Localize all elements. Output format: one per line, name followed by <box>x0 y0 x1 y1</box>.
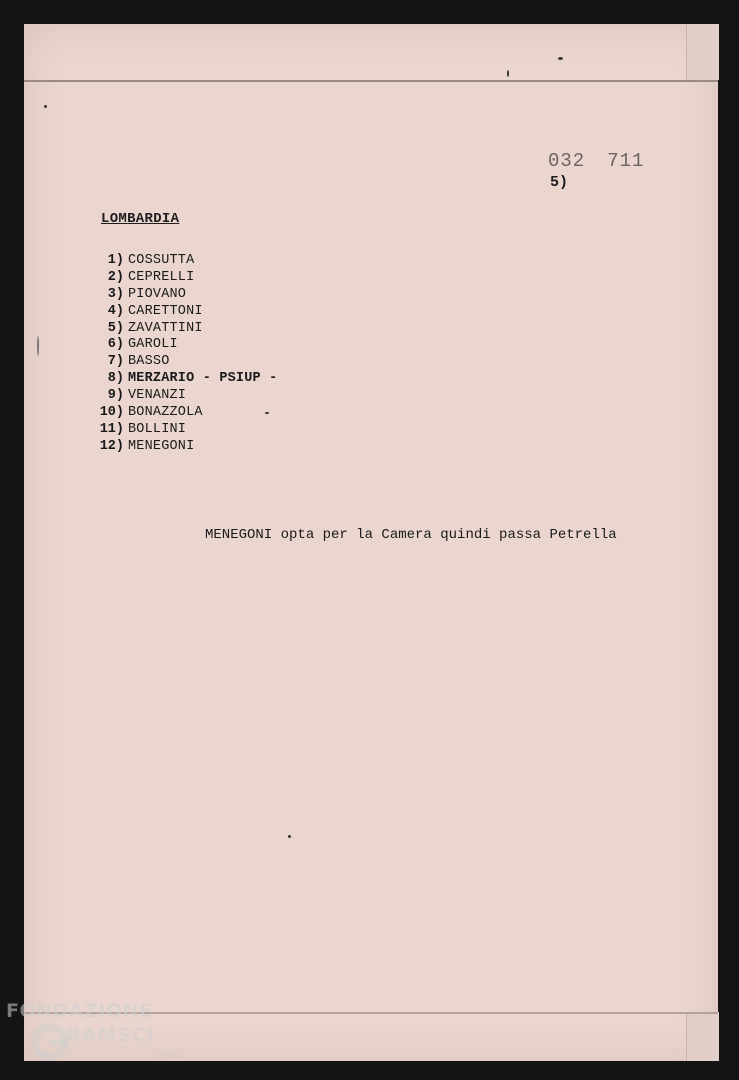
list-item <box>92 422 277 439</box>
item-number: 11) <box>99 421 124 437</box>
candidate-name: CARETTONI <box>128 303 203 319</box>
list-item <box>92 337 277 354</box>
archive-number-part: 711 <box>607 150 645 172</box>
list-item <box>92 304 277 321</box>
page-reference: 5) <box>550 174 569 191</box>
sheet-edge-top <box>686 24 719 80</box>
candidate-name: GAROLI <box>128 337 178 353</box>
candidate-name: PIOVANO <box>128 286 187 302</box>
item-number: 7) <box>107 354 124 370</box>
ink-speck <box>288 835 291 838</box>
list-item <box>92 354 277 371</box>
archive-number-part: 032 <box>548 150 586 172</box>
list-item <box>92 270 277 287</box>
watermark-line1: FONDAZIONE <box>6 1000 153 1022</box>
candidate-name: VENANZI <box>128 388 187 404</box>
item-number: 3) <box>107 286 124 302</box>
candidate-name: MERZARIO - PSIUP - <box>128 371 278 387</box>
list-item <box>92 253 277 270</box>
list-item <box>92 371 277 388</box>
item-number: 6) <box>107 337 124 353</box>
list-item <box>92 388 277 405</box>
candidate-name: CEPRELLI <box>128 269 195 285</box>
ink-speck <box>558 57 563 60</box>
candidate-name: ZAVATTINI <box>128 320 203 336</box>
item-number: 5) <box>107 320 124 336</box>
list-item <box>92 405 277 422</box>
item-number: 1) <box>107 253 124 268</box>
list-item <box>92 287 277 304</box>
list-item <box>92 439 277 456</box>
item-number: 8) <box>107 371 124 387</box>
fold-line-top <box>24 80 718 82</box>
candidate-name: COSSUTTA <box>128 253 195 268</box>
item-number: 12) <box>99 438 124 454</box>
watermark-line2: RAMSCI <box>66 1024 155 1046</box>
candidate-name: BOLLINI <box>128 421 187 437</box>
item-number: 9) <box>107 388 124 404</box>
candidate-list <box>92 253 277 456</box>
sheet-edge-bottom <box>686 1012 719 1061</box>
ink-speck <box>37 336 39 356</box>
region-title: LOMBARDIA <box>101 211 180 227</box>
archive-number <box>548 150 644 172</box>
candidate-name: BASSO <box>128 354 170 370</box>
item-number: 10) <box>99 405 124 421</box>
candidate-name: BONAZZOLA <box>128 405 203 421</box>
watermark-suffix: online <box>154 1052 182 1062</box>
list-item <box>92 321 277 338</box>
item-number: 2) <box>107 269 124 285</box>
watermark-logo <box>6 1000 186 1070</box>
candidate-name: MENEGONI <box>128 438 195 454</box>
note-text: MENEGONI opta per la Camera quindi passa Petrella <box>205 527 617 543</box>
ink-speck <box>44 105 47 108</box>
g-logo-icon <box>30 1022 70 1062</box>
ink-speck <box>507 70 509 77</box>
item-number: 4) <box>107 303 124 319</box>
